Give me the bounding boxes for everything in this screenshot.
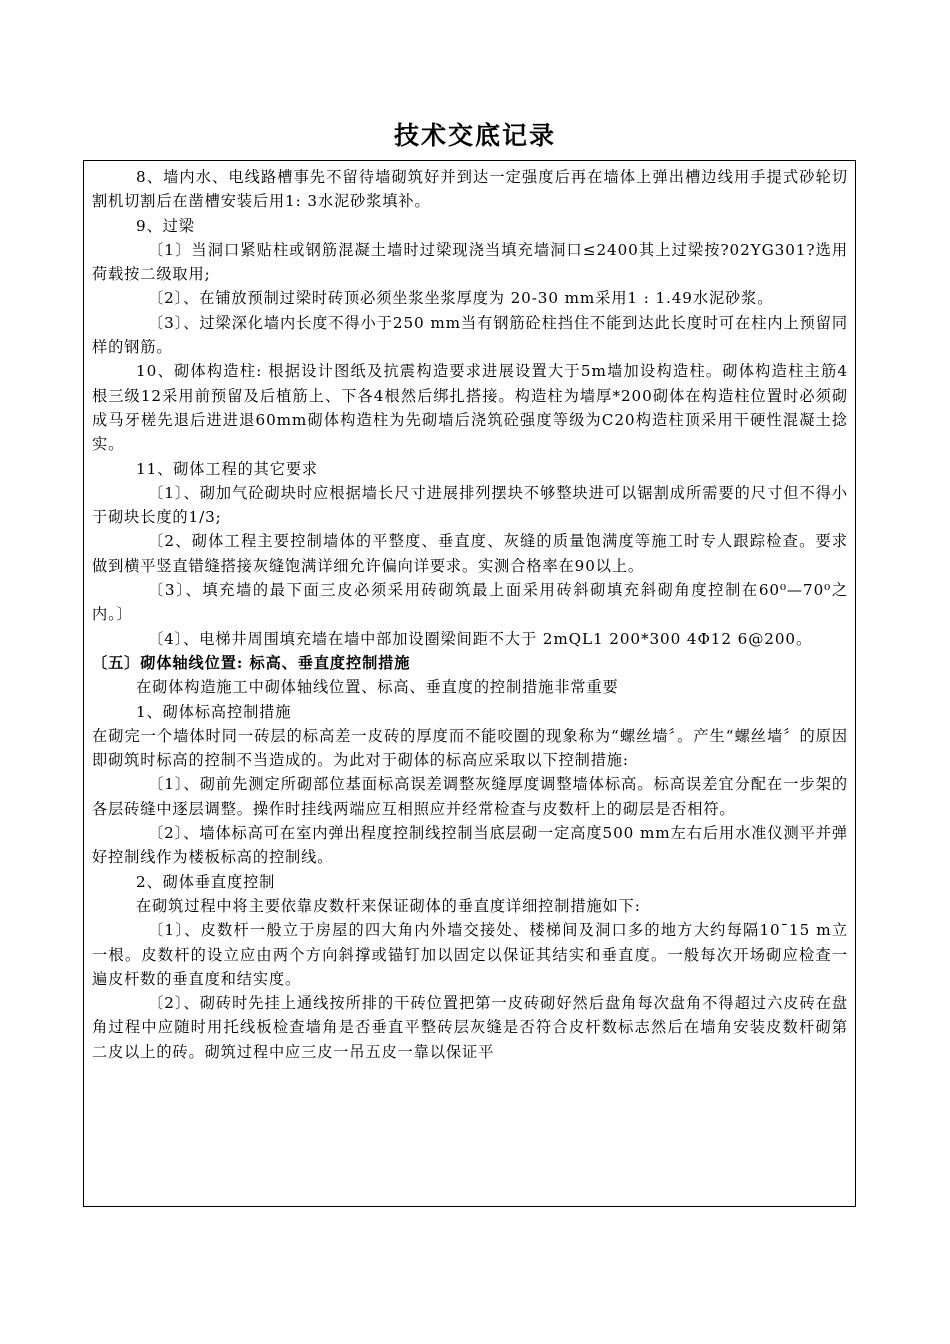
- section-heading: 〔五〕砌体轴线位置: 标高、垂直度控制措施: [92, 653, 411, 672]
- paragraph: 〔1〕当洞口紧贴柱或钢筋混凝土墙时过梁现浇当填充墙洞口≤2400其上过梁按?02YG301?选用荷载按二级取用;: [92, 240, 848, 284]
- document-frame: [83, 160, 856, 1207]
- paragraph: 〔2〕、砌砖时先挂上通线按所排的干砖位置把第一皮砖砌好然后盘角每次盘角不得超过六皮砖在盘角过程中应随时用托线板检查墙角是否垂直平整砖层灰缝是否符合皮杆数标志然后在墙角安装皮数杆砌第二皮以上的砖。砌筑过程中应三皮一吊五皮一靠以保证平: [92, 994, 848, 1061]
- paragraph: 〔1〕、皮数杆一般立于房屋的四大角内外墙交接处、楼梯间及洞口多的地方大约每隔10¯15 m立一根。皮数杆的设立应由两个方向斜撑或锚钉加以固定以保证其结实和垂直度。一般每次开场砌应检查一遍皮杆数的垂直度和结实度。: [92, 921, 848, 988]
- paragraph: 8、墙内水、电线路槽事先不留待墙砌筑好并到达一定强度后再在墙体上弹出槽边线用手提式砂轮切割机切割后在凿槽安装后用1: 3水泥砂浆填补。: [92, 168, 848, 211]
- paragraph: 〔3〕、填充墙的最下面三皮必须采用砖砌筑最上面采用砖斜砌填充斜砌角度控制在60⁰—70⁰之内。〕: [92, 581, 848, 624]
- paragraph: 10、砌体构造柱: 根据设计图纸及抗震构造要求进展设置大于5m墙加设构造柱。砌体构造柱主筋4根三级12采用前预留及后植筋上、下各4根然后绑扎搭接。构造柱为墙厚*200砌体在构造柱位置时必须砌成马牙槎先退后进进退60mm砌体构造柱为先砌墙后浇筑砼强度等级为C20构造柱顶采用干硬性混凝土捻实。: [92, 362, 848, 454]
- document-body: [92, 165, 848, 1064]
- paragraph: 在砌体构造施工中砌体轴线位置、标高、垂直度的控制措施非常重要: [136, 678, 619, 697]
- paragraph: 〔2〕、墙体标高可在室内弹出程度控制线控制当底层砌一定高度500 mm左右后用水准仪测平并弹好控制线作为楼板标高的控制线。: [92, 824, 848, 867]
- paragraph: 1、砌体标高控制措施: [136, 702, 292, 721]
- paragraph: 〔1〕、砌加气砼砌块时应根据墙长尺寸进展排列摆块不够整块进可以锯割成所需要的尺寸但不得小于砌块长度的1/3;: [92, 483, 848, 527]
- paragraph: 〔2、砌体工程主要控制墙体的平整度、垂直度、灰缝的质量饱满度等施工时专人跟踪检查。要求做到横平竖直错缝搭接灰缝饱满详细允许偏向详要求。实测合格率在90以上。: [92, 532, 848, 575]
- paragraph: 11、砌体工程的其它要求: [136, 459, 319, 478]
- paragraph: 〔1〕、砌前先测定所砌部位基面标高误差调整灰缝厚度调整墙体标高。标高误差宜分配在一步架的各层砖缝中逐层调整。操作时挂线两端应互相照应并经常检查与皮数杆上的砌层是否相符。: [92, 775, 848, 818]
- paragraph: 9、过梁: [136, 216, 195, 235]
- paragraph: 〔3〕、过梁深化墙内长度不得小于250 mm当有钢筋砼柱挡住不能到达此长度时可在柱内上预留同样的钢筋。: [92, 313, 848, 357]
- paragraph: 2、砌体垂直度控制: [136, 872, 276, 891]
- paragraph: 在砌筑过程中将主要依靠皮数杆来保证砌体的垂直度详细控制措施如下:: [136, 896, 641, 915]
- paragraph: 在砌完一个墙体时同一砖层的标高差一皮砖的厚度而不能咬圈的现象称为“螺丝墙〞。产生“螺丝墙〞的原因即砌筑时标高的控制不当造成的。为此对于砌体的标高应采取以下控制措施:: [92, 726, 848, 770]
- paragraph: 〔4〕、电梯井周围填充墙在墙中部加设圈梁间距不大于 2mQL1 200*300 4Φ12 6@200。: [148, 629, 813, 648]
- page-title: 技术交底记录: [393, 121, 556, 150]
- paragraph: 〔2〕、在铺放预制过梁时砖顶必须坐浆坐浆厚度为 20-30 mm采用1 : 1.49水泥砂浆。: [148, 289, 774, 308]
